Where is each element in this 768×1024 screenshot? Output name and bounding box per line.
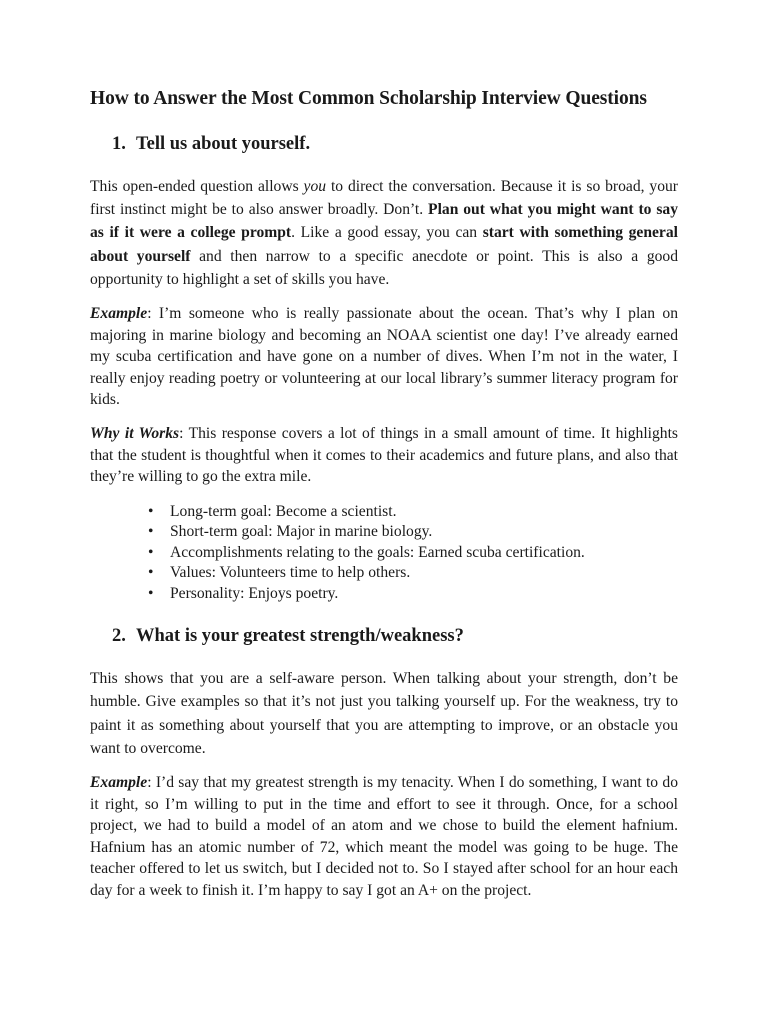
section-2-heading (90, 626, 678, 647)
list-item: • Accomplishments relating to the goals: Earned scuba certification. (170, 543, 678, 564)
section-2-number: 2. (112, 626, 126, 647)
section-1-number: 1. (112, 134, 126, 154)
intro-text: to direct the conversation. Because it is so broad, your first instinct might be to also answer broadly. Don’t. (90, 178, 678, 219)
intro-emphasis: you (303, 178, 327, 195)
example-label: Example (90, 774, 148, 792)
list-item: • Short-term goal: Major in marine biology. (170, 522, 678, 543)
section-1-title: Tell us about yourself. (136, 134, 311, 154)
section-1-intro (90, 175, 678, 291)
intro-text: . Like a good essay, you can (291, 224, 483, 242)
section-1-example (90, 303, 678, 411)
section-1-heading (90, 134, 678, 155)
why-label: Why it Works (90, 424, 180, 442)
section-2-intro: This shows that you are a self-aware person. When talking about your strength, don’t be humble. Give examples so that it’s not just you talking yourself up. For the weakness, try to paint it as something about yourself that you are attempting to improve, or an obstacle you want to overcome. (90, 670, 678, 757)
example-label: Example (90, 305, 148, 323)
section-1-why-it-works (90, 423, 678, 488)
example-text: : I’m someone who is really passionate about the ocean. That’s why I plan on majoring in marine biology and becoming an NOAA scientist one day! I’ve already earned my scuba certification and have gone on a number of dives. When I’m not in the water, I really enjoy reading poetry or volunteering at our local library’s summer literacy program for kids. (90, 305, 678, 409)
intro-text: This open-ended question allows (90, 178, 304, 195)
example-text: : I’d say that my greatest strength is my tenacity. When I do something, I want to do it right, so I’m willing to put in the time and effort to see it through. Once, for a school project, we had to build a model of an atom and we chose to build the element hafnium. Hafnium has an atomic number of 72, which meant the model was going to be huge. The teacher offered to let us switch, but I decided not to. So I stayed after school for an hour each day for a week to finish it. I’m happy to say I got an A+ on the project. (90, 774, 678, 900)
document-title: How to Answer the Most Common Scholarship Interview Questions (90, 88, 647, 109)
list-item: • Personality: Enjoys poetry. (170, 584, 678, 605)
section-2-example (90, 772, 678, 902)
why-text: : This response covers a lot of things in a small amount of time. It highlights that the student is thoughtful when it comes to their academics and future plans, and also that they’re willing to go the extra mile. (90, 424, 679, 486)
intro-text: and then narrow to a specific anecdote or point. This is also a good opportunity to highlight a set of skills you have. (90, 247, 679, 288)
intro-bold: Plan out what you might want to say as if it were a college prompt (90, 201, 678, 242)
list-item: • Values: Volunteers time to help others. (170, 563, 678, 584)
list-item: • Long-term goal: Become a scientist. (170, 502, 678, 523)
section-2-title: What is your greatest strength/weakness? (136, 626, 464, 647)
intro-bold: start with something general about yourself (90, 224, 678, 265)
section-1-bullet-list (90, 502, 678, 605)
